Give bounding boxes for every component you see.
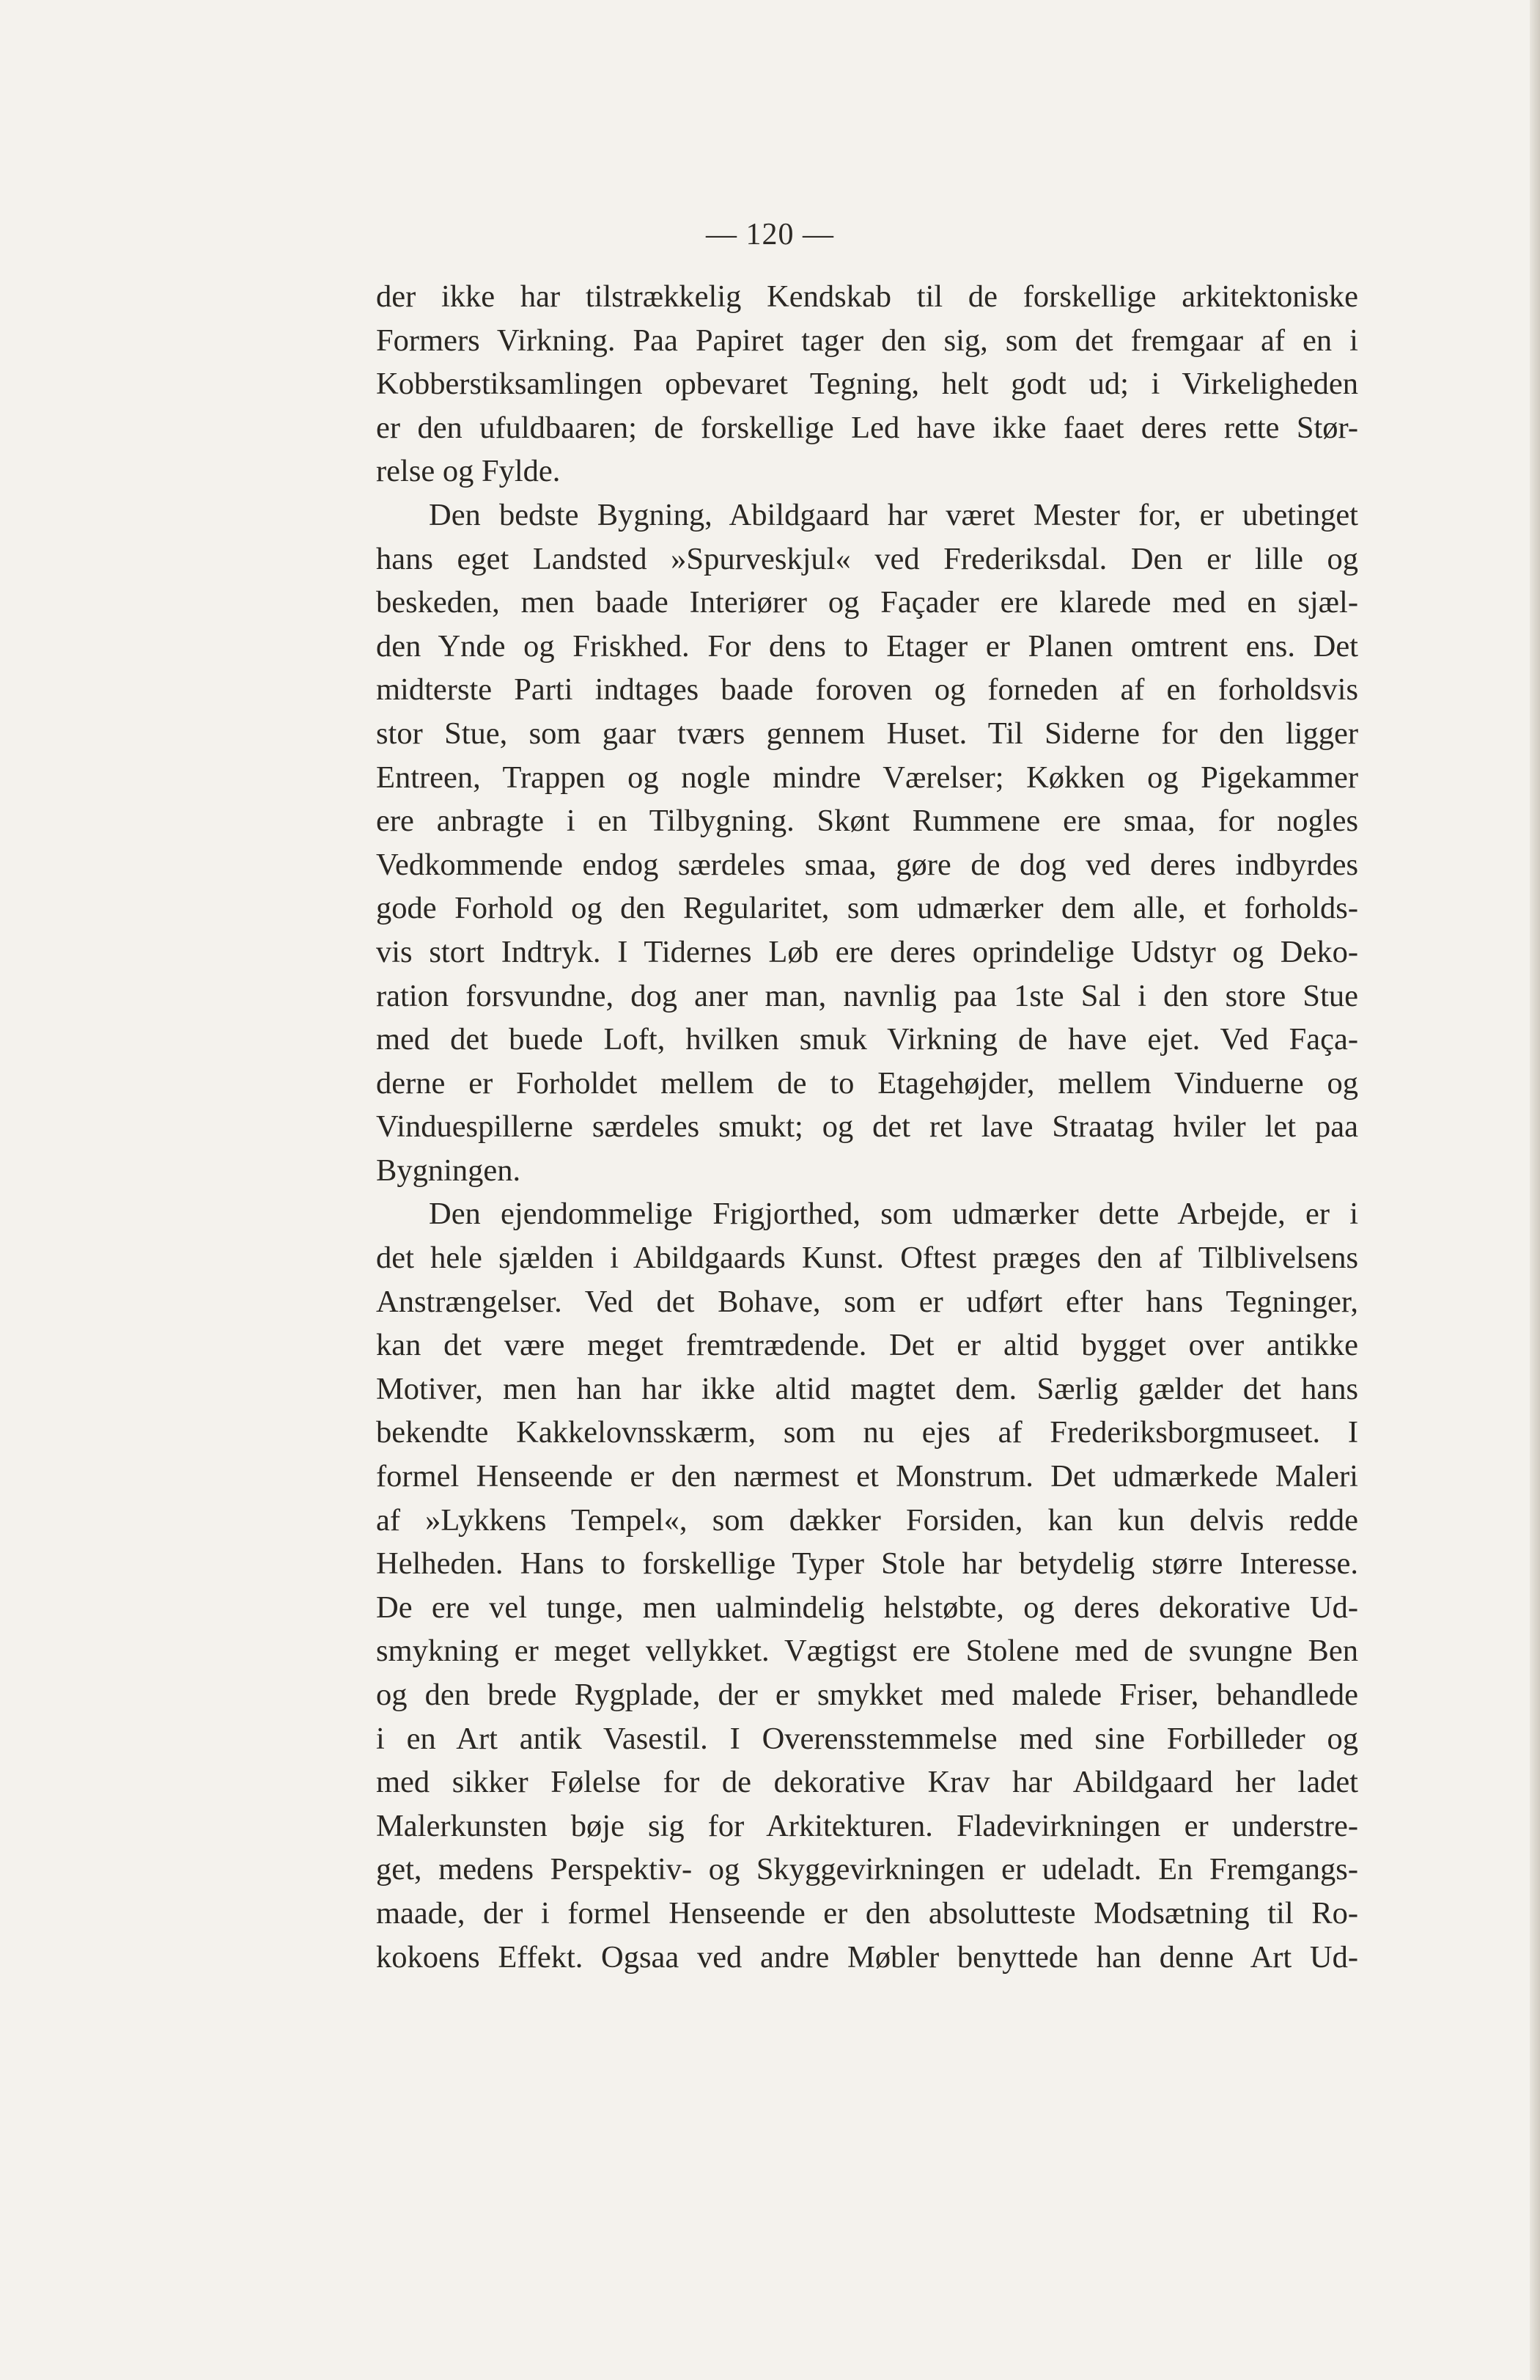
text-line: midterste Parti indtages baade foroven og forneden af en forholdsvis [376,672,1358,708]
text-line: Kobberstiksamlingen opbevaret Tegning, helt godt ud; i Virkeligheden [376,367,1358,402]
text-line: formel Henseende er den nærmest et Monstrum. Det udmærkede Maleri [376,1459,1358,1494]
text-line: hans eget Landsted »Spurveskjul« ved Frederiksdal. Den er lille og [376,541,1358,576]
text-line: det hele sjælden i Abildgaards Kunst. Oftest præges den af Tilblivelsens [376,1241,1358,1276]
page-edge-shadow [1530,0,1540,2380]
text-line: den Ynde og Friskhed. For dens to Etager er Planen omtrent ens. Det [376,628,1358,664]
text-line: Bygningen. [376,1153,521,1188]
text-line: Formers Virkning. Paa Papiret tager den sig, som det fremgaar af en i [376,323,1358,358]
text-line: Malerkunsten bøje sig for Arkitekturen. Fladevirkningen er understre- [376,1808,1358,1843]
text-line: vis stort Indtryk. I Tidernes Løb ere deres oprindelige Udstyr og Deko- [376,934,1358,969]
text-line: Vedkommende endog særdeles smaa, gøre de dog ved deres indbyrdes [376,847,1358,882]
text-line: Den bedste Bygning, Abildgaard har været Mester for, er ubetinget [429,497,1358,532]
paragraph [376,493,1358,1193]
text-line: smykning er meget vellykket. Vægtigst ere Stolene med de svungne Ben [376,1634,1358,1669]
text-line: Motiver, men han har ikke altid magtet dem. Særlig gælder det hans [376,1371,1358,1406]
text-line: kan det være meget fremtrædende. Det er altid bygget over antikke [376,1328,1358,1363]
text-line: ere anbragte i en Tilbygning. Skønt Rummene ere smaa, for nogles [376,804,1358,839]
text-line: relse og Fylde. [376,454,561,489]
text-line: derne er Forholdet mellem de to Etagehøjder, mellem Vinduerne og [376,1065,1358,1101]
text-line: Anstrængelser. Ved det Bohave, som er udført efter hans Tegninger, [376,1284,1358,1319]
text-line: gode Forhold og den Regularitet, som udmærker dem alle, et forholds- [376,891,1358,926]
text-line: maade, der i formel Henseende er den absolutteste Modsætning til Ro- [376,1895,1358,1931]
text-line: bekendte Kakkelovnsskærm, som nu ejes af Frederiksborgmuseet. I [376,1415,1358,1450]
text-line: med sikker Følelse for de dekorative Krav har Abildgaard her ladet [376,1765,1358,1800]
text-line: der ikke har tilstrækkelig Kendskab til de forskellige arkitektoniske [376,279,1358,314]
paragraph [376,275,1358,493]
text-line: af »Lykkens Tempel«, som dækker Forsiden, kan kun delvis redde [376,1502,1358,1538]
body-text [376,275,1358,1979]
text-line: stor Stue, som gaar tværs gennem Huset. Til Siderne for den ligger [376,716,1358,751]
text-line: Den ejendommelige Frigjorthed, som udmærker dette Arbejde, er i [429,1197,1358,1232]
text-line: med det buede Loft, hvilken smuk Virkning de have ejet. Ved Faça- [376,1022,1358,1057]
text-line: og den brede Rygplade, der er smykket med malede Friser, behandlede [376,1678,1358,1712]
text-line: ration forsvundne, dog aner man, navnlig paa 1ste Sal i den store Stue [376,978,1358,1013]
page-number: — 120 — [706,218,834,251]
text-line: kokoens Effekt. Ogsaa ved andre Møbler benyttede han denne Art Ud- [376,1939,1358,1975]
text-line: Entreen, Trappen og nogle mindre Værelser; Køkken og Pigekammer [376,760,1358,795]
text-line: i en Art antik Vasestil. I Overensstemmelse med sine Forbilleder og [376,1721,1358,1756]
text-line: De ere vel tunge, men ualmindelig helstøbte, og deres dekorative Ud- [376,1590,1358,1625]
paragraph [376,1192,1358,1979]
text-line: beskeden, men baade Interiører og Façader ere klarede med en sjæl- [376,585,1358,620]
text-line: Helheden. Hans to forskellige Typer Stole har betydelig større Interesse. [376,1546,1358,1582]
text-line: Vinduespillerne særdeles smukt; og det ret lave Straatag hviler let paa [376,1109,1358,1145]
text-line: er den ufuldbaaren; de forskellige Led have ikke faaet deres rette Stør- [376,410,1358,445]
text-line: get, medens Perspektiv- og Skyggevirkningen er udeladt. En Fremgangs- [376,1852,1358,1887]
